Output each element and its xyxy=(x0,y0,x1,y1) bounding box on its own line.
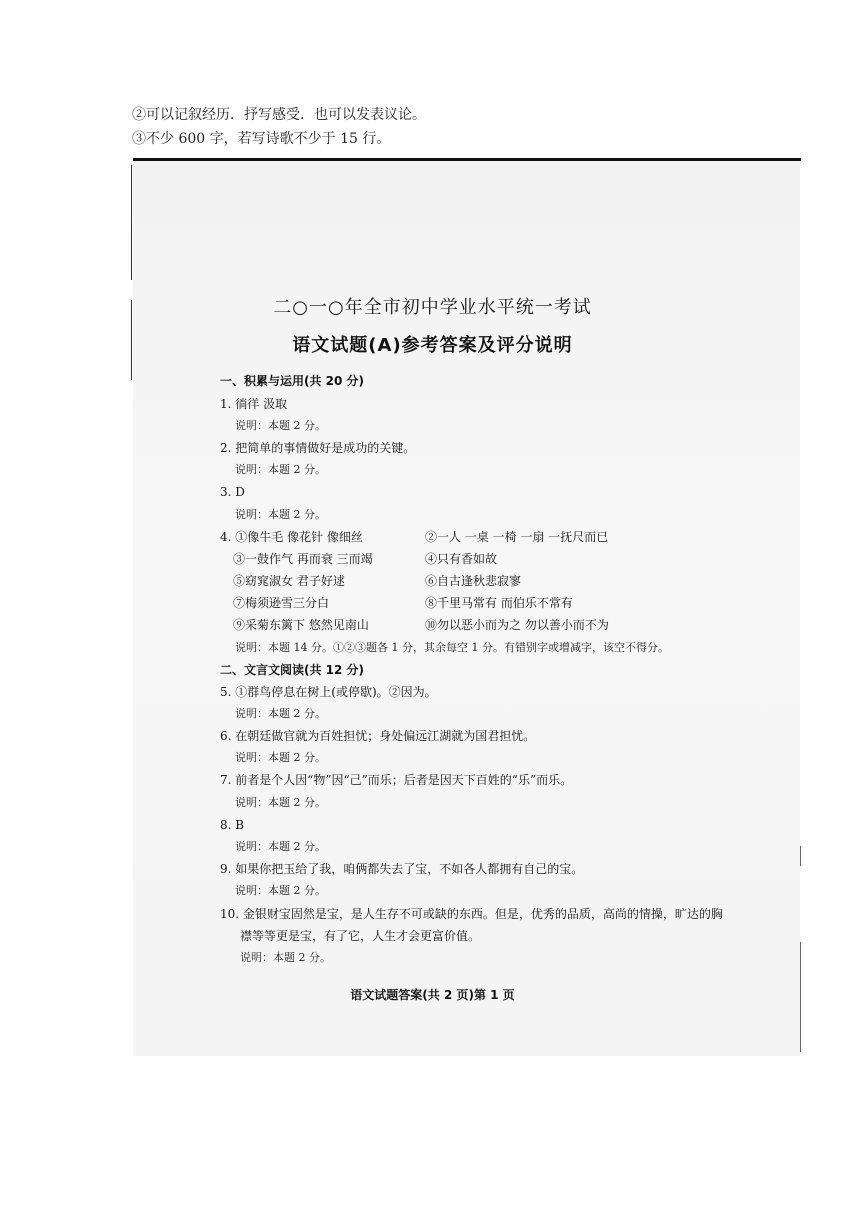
answer-item: 8. B xyxy=(220,818,245,832)
answer-item-continued: 襟等等更是宝，有了它，人生才会更富价值。 xyxy=(240,929,481,943)
scoring-note: 说明：本题 2 分。 xyxy=(235,751,326,764)
exam-title: 二○一○年全市初中学业水平统一考试 xyxy=(273,297,592,318)
preamble-line-1: ②可以记叙经历．抒写感受．也可以发表议论。 xyxy=(132,107,426,123)
scoring-note: 说明：本题 2 分。 xyxy=(235,419,326,432)
answer-item: 6. 在朝廷做官就为百姓担忧；身处偏远江湖就为国君担忧。 xyxy=(220,729,536,743)
answer-item: ②一人 一桌 一椅 一扇 一抚尺而已 xyxy=(425,530,609,544)
answer-item: ⑩勿以恶小而为之 勿以善小而不为 xyxy=(425,618,609,632)
answer-item: 7. 前者是个人因“物”因“己”而乐；后者是因天下百姓的“乐”而乐。 xyxy=(220,773,573,787)
scoring-note: 说明：本题 14 分。①②③题各 1 分，其余每空 1 分。有错别字或增减字，该空不得分。 xyxy=(235,641,669,654)
right-edge-line xyxy=(800,846,801,866)
answer-item: 9. 如果你把玉给了我，咱俩都失去了宝，不如各人都拥有自己的宝。 xyxy=(220,862,584,876)
preamble-line-2: ③不少 600 字，若写诗歌不少于 15 行。 xyxy=(132,131,391,147)
page-footer: 语文试题答案(共 2 页)第 1 页 xyxy=(350,988,515,1002)
answer-item: ⑥自古逢秋悲寂寥 xyxy=(425,574,522,588)
answer-item: 10. 金银财宝固然是宝，是人生存不可或缺的东西。但是，优秀的品质，高尚的情操，旷达的胸 xyxy=(220,907,723,921)
scoring-note: 说明：本题 2 分。 xyxy=(240,951,331,964)
answer-item: 5. ①群鸟停息在树上(或停歇)。②因为。 xyxy=(220,685,437,699)
scoring-note: 说明：本题 2 分。 xyxy=(235,463,326,476)
scoring-note: 说明：本题 2 分。 xyxy=(235,884,326,897)
top-rule xyxy=(133,158,801,161)
scoring-note: 说明：本题 2 分。 xyxy=(235,707,326,720)
answer-item: ⑧千里马常有 而伯乐不常有 xyxy=(425,596,573,610)
answer-item: ⑦梅须逊雪三分白 xyxy=(233,596,330,610)
answer-item: 3. D xyxy=(220,485,245,499)
section-heading: 二、文言文阅读(共 12 分) xyxy=(220,663,365,677)
answer-item: 1. 徜徉 汲取 xyxy=(220,397,288,411)
answer-item: ⑨采菊东篱下 悠然见南山 xyxy=(233,618,369,632)
scoring-note: 说明：本题 2 分。 xyxy=(235,796,326,809)
scoring-note: 说明：本题 2 分。 xyxy=(235,508,326,521)
answer-item: 2. 把简单的事情做好是成功的关键。 xyxy=(220,441,416,455)
answer-key-title: 语文试题(A)参考答案及评分说明 xyxy=(292,335,573,356)
section-heading: 一、积累与运用(共 20 分) xyxy=(220,374,365,388)
scoring-note: 说明：本题 2 分。 xyxy=(235,840,326,853)
answer-item: ③一鼓作气 再而衰 三而竭 xyxy=(233,552,373,566)
answer-item: ⑤窈窕淑女 君子好逑 xyxy=(233,574,345,588)
answer-item: 4. ①像牛毛 像花针 像细丝 xyxy=(220,530,363,544)
left-edge-line xyxy=(131,165,132,280)
answer-item: ④只有香如故 xyxy=(425,552,498,566)
